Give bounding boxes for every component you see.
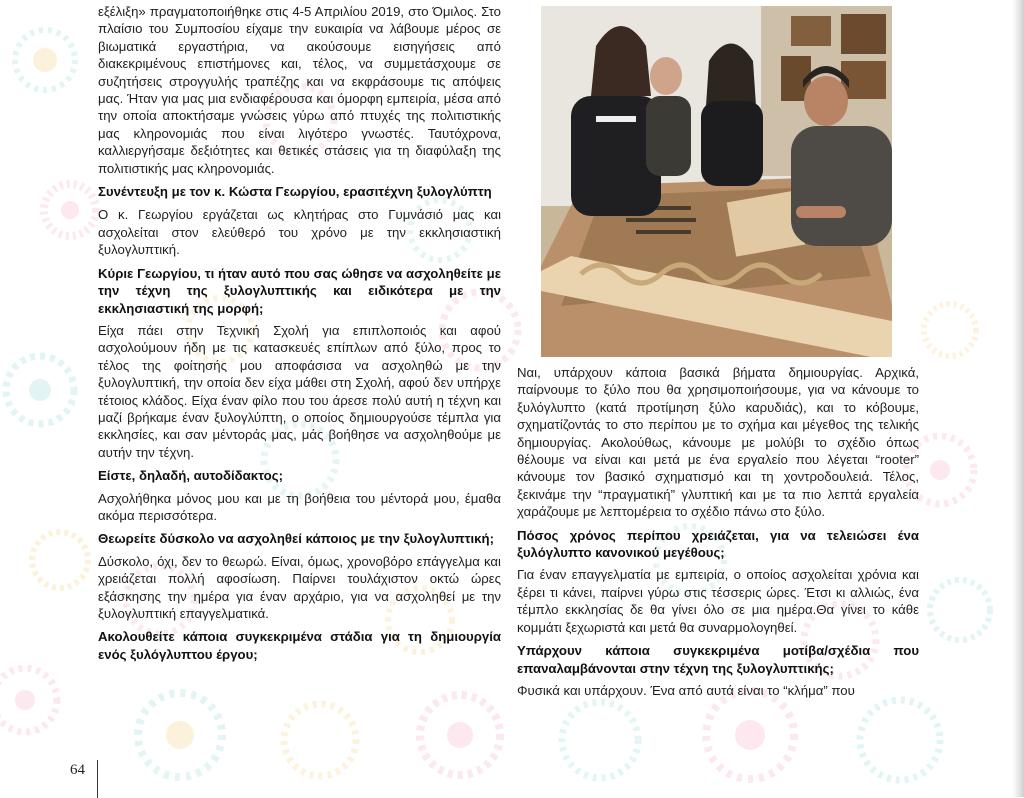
left-column bbox=[98, 3, 501, 668]
interview-heading: Συνέντευξη με τον κ. Κώστα Γεωργίου, ερασιτέχνη ξυλογλύπτη bbox=[98, 184, 492, 200]
page-number-divider bbox=[97, 760, 98, 798]
question-6: Υπάρχουν κάποια συγκεκριμένα μοτίβα/σχέδια που επαναλαμβάνονται στην τέχνη της ξυλογλυπτικής; bbox=[517, 643, 919, 676]
answer-2: Ασχολήθηκα μόνος μου και με τη βοήθεια του μέντορά μου, έμαθα ακόμα περισσότερα. bbox=[98, 490, 501, 523]
question-2: Είστε, δηλαδή, αυτοδίδακτος; bbox=[98, 468, 283, 484]
answer-4: Ναι, υπάρχουν κάποια βασικά βήματα δημιουργίας. Αρχικά, παίρνουμε το ξύλο που θα χρησιμοποιήσουμε, για να κάνουμε το ξυλόγλυπτο (κατά προτίμηση ξύλο καρυδιάς), και το κόβουμε, σχηματίζοντάς το στο περίπου με το σχήμα και μέγεθος της τελικής δημιουργίας. Ακολούθως, κάνουμε με μολύβι το σχέδιο όπως θέλουμε να είναι και μετά με ένα εργαλείο που λέγεται “rooter” κάνουμε τον βασικό σχηματισμό και τη χοντροδουλειά. Τέλος, ξεκινάμε την “πραγματική” γλυπτική και με τα πιο λεπτά εργαλεία χαράζουμε με λεπτομέρεια το σχέδιο πάνω στο ξύλο. bbox=[517, 365, 919, 520]
page-number: 64 bbox=[70, 762, 85, 778]
page-edge-shadow bbox=[1012, 0, 1024, 797]
question-1: Κύριε Γεωργίου, τι ήταν αυτό που σας ώθησε να ασχοληθείτε με την τέχνη της ξυλογλυπτικής και ειδικότερα με την εκκλησιαστική της μορφή; bbox=[98, 265, 501, 316]
intro-paragraph: εξέλιξη» πραγματοποιήθηκε στις 4-5 Απριλίου 2019, στο Όμιλος. Στο πλαίσιο του Συμποσίου είχαμε την ευκαιρία να λάβουμε μέρος σε βιωματικά εργαστήρια, να ακούσουμε εισηγήσεις από διακεκριμένους επιστήμονες και, τέλος, να συμμετάσχουμε σε συζητήσεις στρογγυλής τραπέζης και να εκφράσουμε τις απόψεις μας. Ήταν για μας μια ενδιαφέρουσα και όμορφη εμπειρία, μέσα από την οποία αποκτήσαμε γνώσεις γύρω από πτυχές της πολιτιστικής μας κληρονομιάς που είναι λιγότερο γνωστές. Ταυτόχρονα, καλλιεργήσαμε δεξιότητες και θετικές στάσεις για τη διαφύλαξη της πολιτιστικής μας κληρονομιάς. bbox=[98, 4, 501, 176]
right-column bbox=[517, 364, 919, 705]
interview-intro: Ο κ. Γεωργίου εργάζεται ως κλητήρας στο Γυμνάσιό μας και ασχολείται στον ελεύθερό του χρόνο με την εκκλησιαστική ξυλογλυπτική. bbox=[98, 207, 501, 258]
answer-5: Για έναν επαγγελματία με εμπειρία, ο οποίος ασχολείται χρόνια και ξέρει τι κάνει, παίρνει γύρω στις τέσσερις ώρες. Έτσι κι αλλιώς, ένα τέμπλο εκκλησίας δε θα γίνει όλο σε μια ημέρα.Θα γίνει το κάθε κομμάτι ξεχωριστά και μετά θα συναρμολογηθεί. bbox=[517, 567, 919, 635]
woodcarving-workshop-photo bbox=[541, 6, 892, 357]
question-3: Θεωρείτε δύσκολο να ασχοληθεί κάποιος με την ξυλογλυπτική; bbox=[98, 531, 494, 547]
question-4: Ακολουθείτε κάποια συγκεκριμένα στάδια για τη δημιουργία ενός ξυλόγλυπτου έργου; bbox=[98, 629, 501, 662]
question-5: Πόσος χρόνος περίπου χρειάζεται, για να τελειώσει ένα ξυλόγλυπτο κανονικού μεγέθους; bbox=[517, 527, 919, 561]
answer-1: Είχα πάει στην Τεχνική Σχολή για επιπλοποιός και αφού ασχολούμουν ήδη με τις κατασκευές επίπλων από ξύλο, προς το τέλος της φοίτησής μου αποφάσισα να ασχοληθώ με την ξυλογλυπτική, την οποία δεν είχα μάθει στη Σχολή, αφού δεν υπήρχε τέτοιος κλάδος. Είχα έναν φίλο που του άρεσε πολύ αυτή η τέχνη και μαζί βρήκαμε έναν ξυλογλύπτη, ο οποίος δημιουργούσε τέμπλα για εκκλησίες, και σαν μέντοράς μας, μάς βοήθησε να ασχοληθούμε με αυτήν την τέχνη. bbox=[98, 322, 501, 460]
answer-3: Δύσκολο, όχι, δεν το θεωρώ. Είναι, όμως, χρονοβόρο επάγγελμα και χρειάζεται πολλή αφοσίωση. Παίρνει τουλάχιστον οκτώ ώρες εξάσκησης την ημέρα για έναν αρχάριο, για να ασχοληθεί με την ξυλογλυπτική επαγγελματικά. bbox=[98, 553, 501, 621]
answer-6: Φυσικά και υπάρχουν. Ένα από αυτά είναι το “κλήμα” που bbox=[517, 682, 855, 698]
